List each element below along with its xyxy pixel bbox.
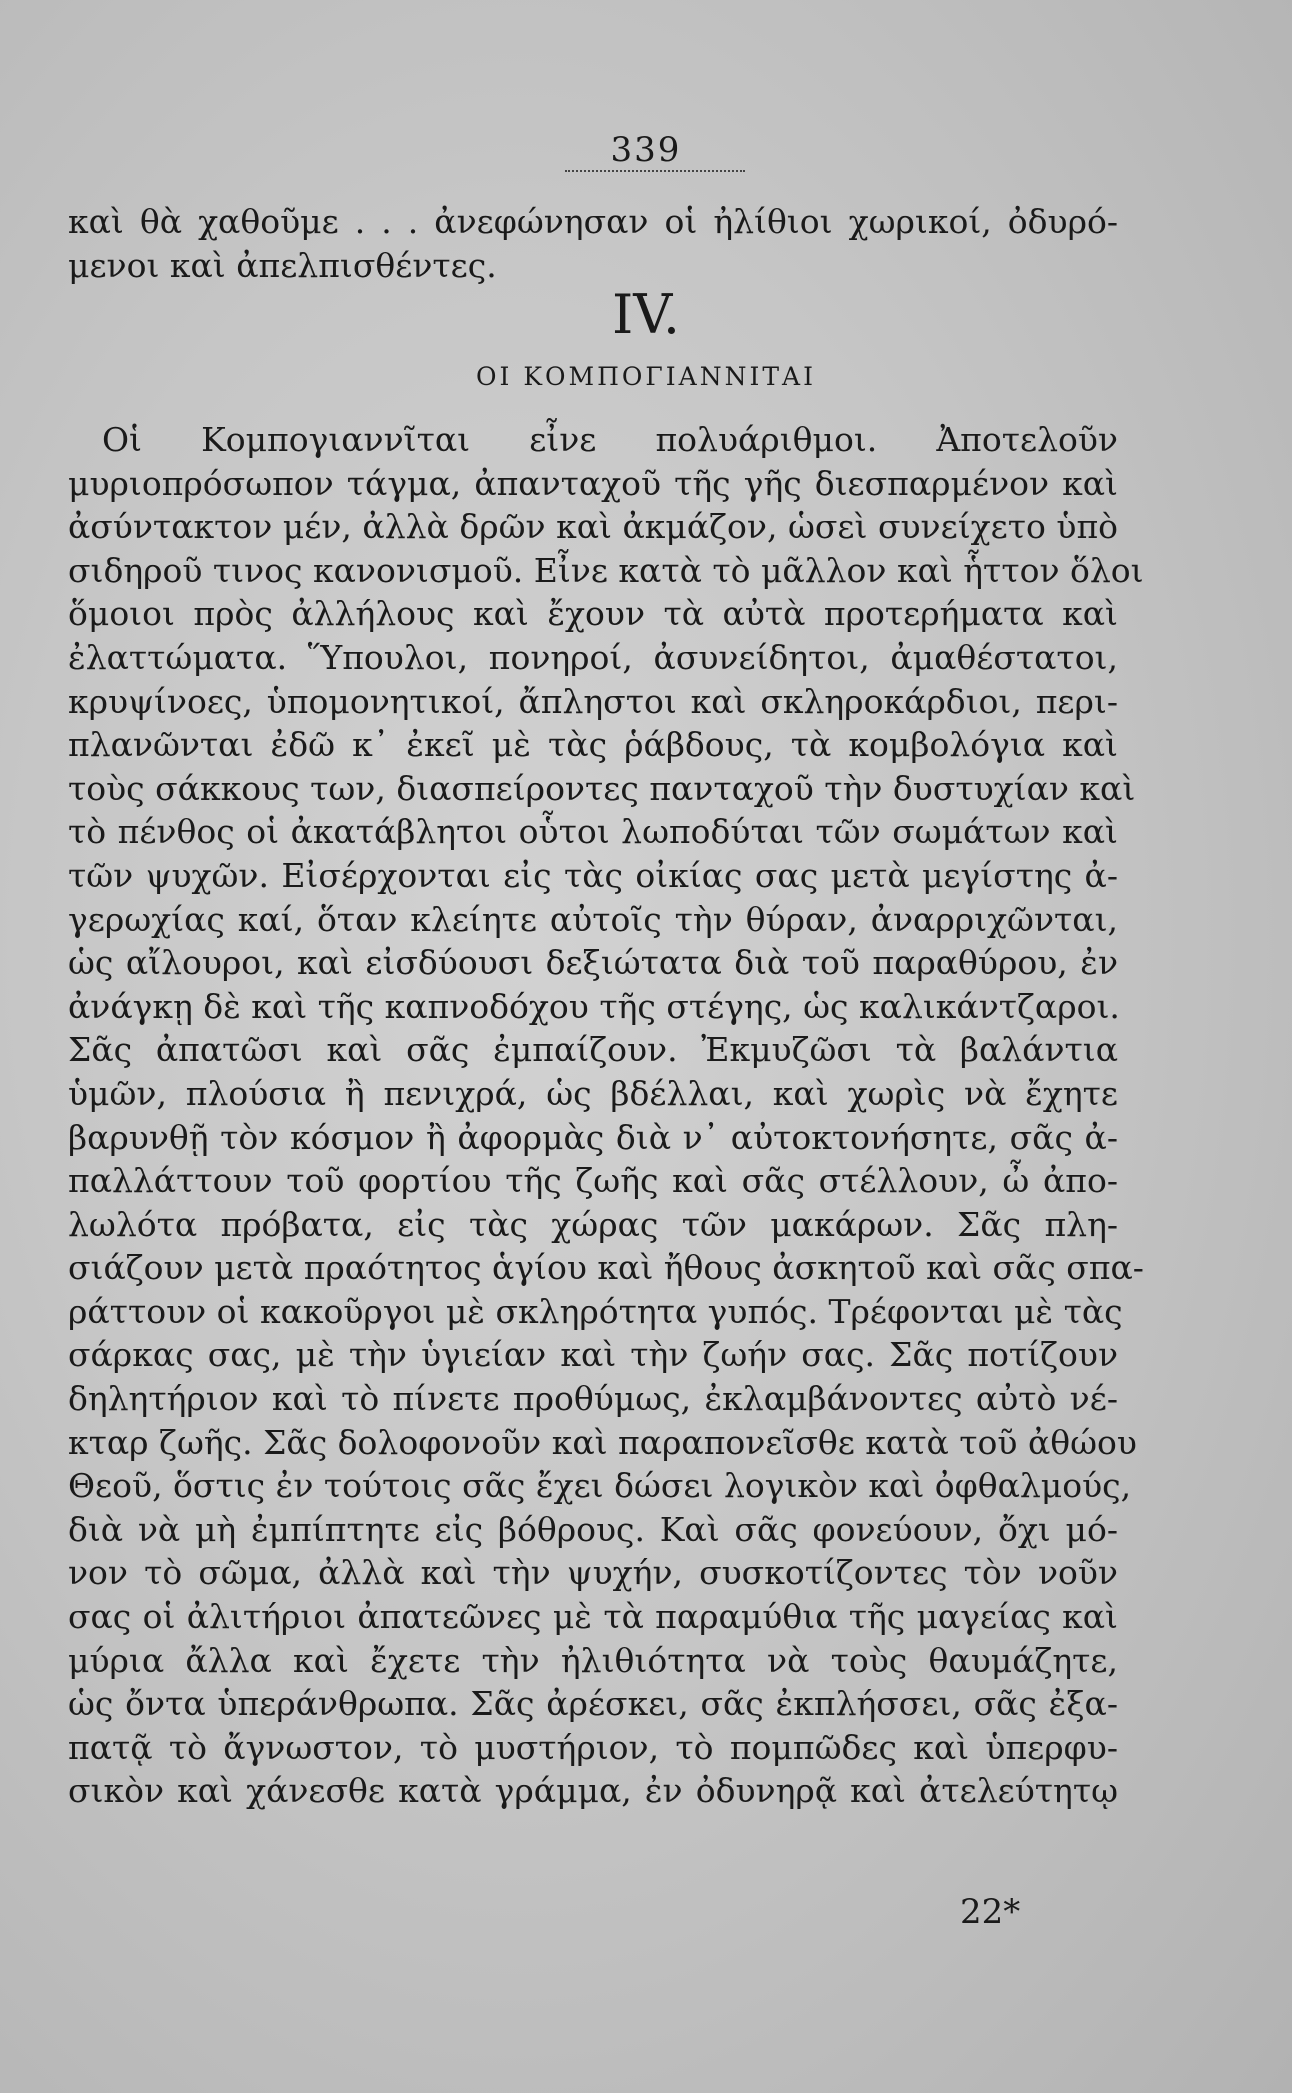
body-line: νον τὸ σῶμα, ἀλλὰ καὶ τὴν ψυχήν, συσκοτίζοντες τὸν νοῦν	[68, 1553, 1118, 1593]
body-line: κρυψίνοες, ὑπομονητικοί, ἄπληστοι καὶ σκληροκάρδιοι, περι-	[68, 681, 1118, 721]
body-line: Σᾶς ἀπατῶσι καὶ σᾶς ἐμπαίζουν. Ἐκμυζῶσι τὰ βαλάντια	[68, 1030, 1118, 1070]
body-line: πατᾷ τὸ ἄγνωστον, τὸ μυστήριον, τὸ πομπῶδες καὶ ὑπερφυ-	[68, 1727, 1118, 1767]
body-line: ὅμοιοι πρὸς ἀλλήλους καὶ ἔχουν τὰ αὐτὰ προτερήματα καὶ	[68, 594, 1118, 634]
body-line: τοὺς σάκκους των, διασπείροντες πανταχοῦ τὴν δυστυχίαν καὶ	[68, 768, 1136, 808]
body-line: μυριοπρόσωπον τάγμα, ἀπανταχοῦ τῆς γῆς διεσπαρμένον καὶ	[68, 463, 1118, 503]
page-number-rule	[565, 170, 745, 172]
body-line: βαρυνθῇ τὸν κόσμον ἢ ἀφορμὰς διὰ ν᾽ αὐτοκτονήσητε, σᾶς ἀ-	[68, 1117, 1118, 1157]
body-line: μύρια ἄλλα καὶ ἔχετε τὴν ἠλιθιότητα νὰ τοὺς θαυμάζητε,	[68, 1640, 1118, 1680]
body-line: σας οἱ ἀλιτήριοι ἀπατεῶνες μὲ τὰ παραμύθια τῆς μαγείας καὶ	[68, 1597, 1118, 1637]
body-line: δηλητήριον καὶ τὸ πίνετε προθύμως, ἐκλαμβάνοντες αὐτὸ νέ-	[68, 1379, 1118, 1419]
intro-line: μενοι καὶ ἀπελπισθέντες.	[68, 245, 497, 285]
body-line: ὑμῶν, πλούσια ἢ πενιχρά, ὡς βδέλλαι, καὶ χωρὶς νὰ ἔχητε	[68, 1073, 1118, 1113]
page-number: 339	[610, 130, 682, 170]
intro-paragraph	[68, 200, 1118, 287]
body-line: τῶν ψυχῶν. Εἰσέρχονται εἰς τὰς οἰκίας σας μετὰ μεγίστης ἀ-	[68, 855, 1118, 895]
body-line: τὸ πένθος οἱ ἀκατάβλητοι οὗτοι λωποδύται τῶν σωμάτων καὶ	[68, 812, 1118, 852]
body-line: σιδηροῦ τινος κανονισμοῦ. Εἶνε κατὰ τὸ μᾶλλον καὶ ἧττον ὅλοι	[68, 550, 1144, 590]
intro-line: καὶ θὰ χαθοῦμε . . . ἀνεφώνησαν οἱ ἠλίθιοι χωρικοί, ὀδυρό-	[68, 202, 1118, 241]
body-line: γερωχίας καί, ὅταν κλείητε αὐτοῖς τὴν θύραν, ἀναρριχῶνται,	[68, 899, 1118, 939]
body-line: παλλάττουν τοῦ φορτίου τῆς ζωῆς καὶ σᾶς στέλλουν, ὦ ἀπο-	[68, 1161, 1118, 1201]
body-line: ἀνάγκῃ δὲ καὶ τῆς καπνοδόχου τῆς στέγης, ὡς καλικάντζαροι.	[68, 986, 1120, 1026]
chapter-numeral: IV.	[611, 283, 681, 346]
body-line: σάρκας σας, μὲ τὴν ὑγιείαν καὶ τὴν ζωήν σας. Σᾶς ποτίζουν	[68, 1335, 1118, 1375]
body-line: πλανῶνται ἐδῶ κ᾽ ἐκεῖ μὲ τὰς ῥάβδους, τὰ κομβολόγια καὶ	[68, 725, 1118, 765]
printer-signature: 22*	[960, 1892, 1021, 1932]
body-line: κταρ ζωῆς. Σᾶς δολοφονοῦν καὶ παραπονεῖσθε κατὰ τοῦ ἀθώου	[68, 1422, 1137, 1462]
body-line: Θεοῦ, ὅστις ἐν τούτοις σᾶς ἔχει δώσει λογικὸν καὶ ὀφθαλμούς,	[68, 1466, 1132, 1506]
body-line: ὡς αἴλουροι, καὶ εἰσδύουσι δεξιώτατα διὰ τοῦ παραθύρου, ἐν	[68, 943, 1118, 983]
body-line: ἐλαττώματα. Ὕπουλοι, πονηροί, ἀσυνείδητοι, ἀμαθέστατοι,	[68, 637, 1118, 677]
body-line: σικὸν καὶ χάνεσθε κατὰ γράμμα, ἐν ὀδυνηρᾷ καὶ ἀτελεύτητῳ	[68, 1771, 1118, 1811]
body-line: λωλότα πρόβατα, εἰς τὰς χώρας τῶν μακάρων. Σᾶς πλη-	[68, 1204, 1118, 1244]
body-line: διὰ νὰ μὴ ἐμπίπτητε εἰς βόθρους. Καὶ σᾶς φονεύουν, ὄχι μό-	[68, 1509, 1118, 1549]
body-line: ὡς ὄντα ὑπεράνθρωπα. Σᾶς ἀρέσκει, σᾶς ἐκπλήσσει, σᾶς ἐξα-	[68, 1684, 1118, 1724]
body-line: Οἱ Κομπογιαννῖται εἶνε πολυάριθμοι. Ἀποτελοῦν	[102, 420, 1118, 459]
body-paragraph	[68, 418, 1144, 1813]
body-line: σιάζουν μετὰ πραότητος ἁγίου καὶ ἤθους ἀσκητοῦ καὶ σᾶς σπα-	[68, 1248, 1144, 1288]
body-line: ἀσύντακτον μέν, ἀλλὰ δρῶν καὶ ἀκμάζον, ὡσεὶ συνείχετο ὑπὸ	[68, 507, 1118, 547]
chapter-title: ΟΙ ΚΟΜΠΟΓΙΑΝΝΙΤΑΙ	[476, 362, 816, 391]
body-line: ράττουν οἱ κακοῦργοι μὲ σκληρότητα γυπός. Τρέφονται μὲ τὰς	[68, 1291, 1123, 1331]
